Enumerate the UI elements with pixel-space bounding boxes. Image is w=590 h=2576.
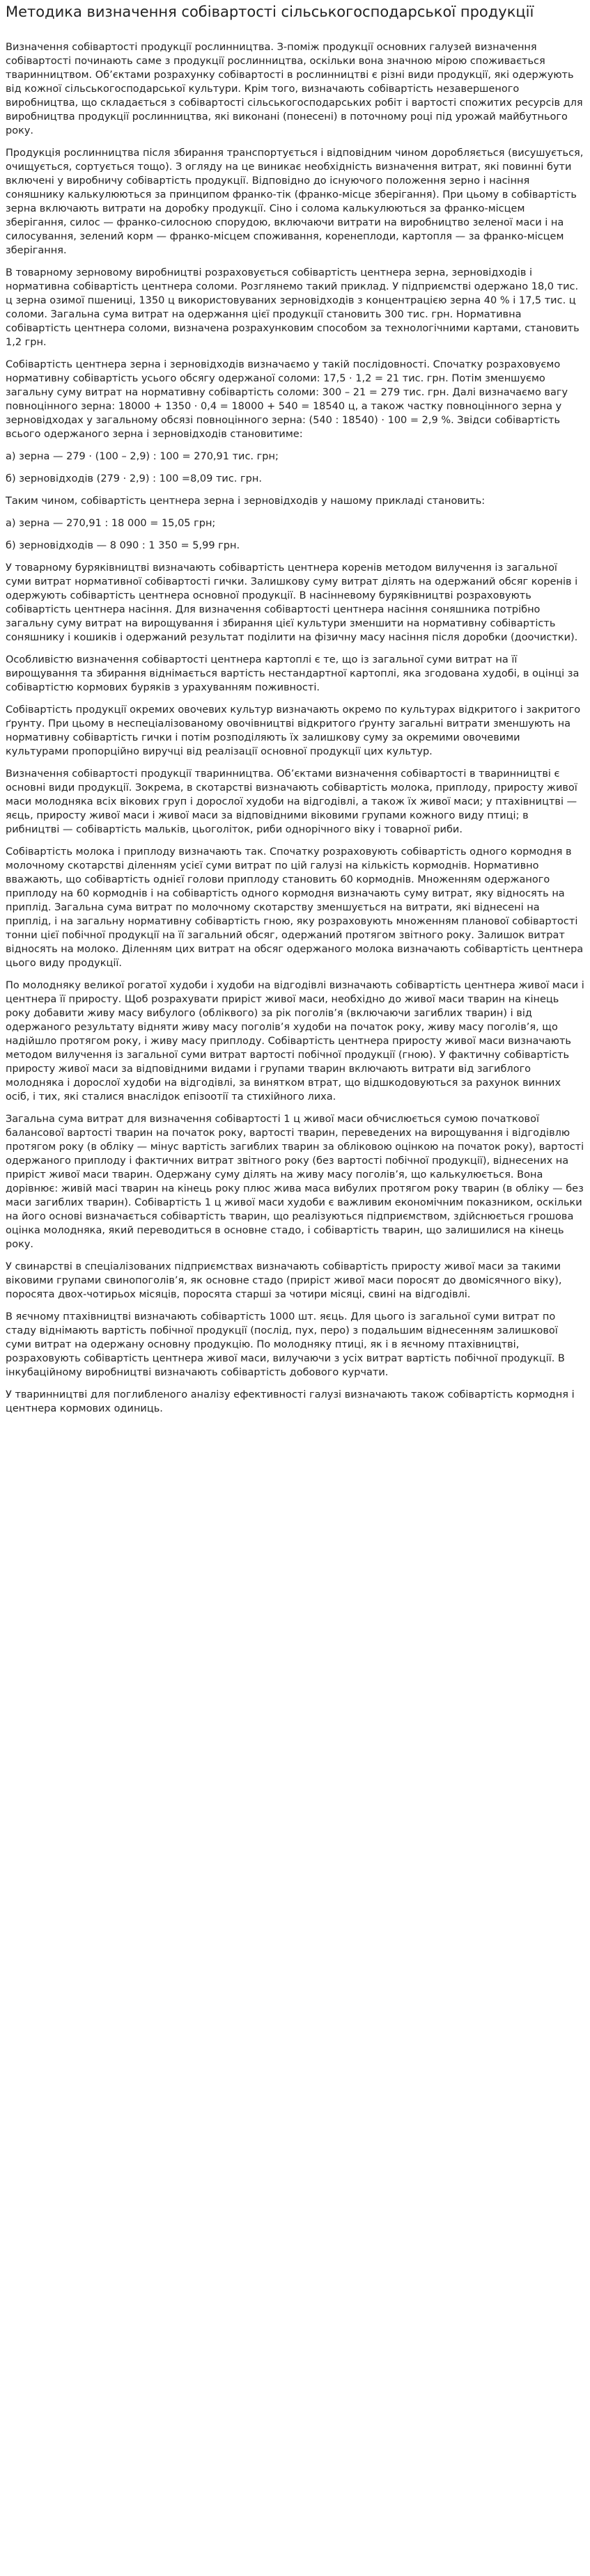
paragraph: В яєчному птахівництві визначають собівартість 1000 шт. яєць. Для цього із загальної суми витрат по стаду віднімають вартість побічної продукції (послід, пух, перо) з подальшим віднесенням залишкової суми витрат на одержану основну продукцію. По молодняку птиці, як і в яєчному птахівництві, розраховують собівартість центнера живої маси, вилучаючи з усіх витрат вартість побічної продукції. В інкубаційному виробництві визначають собівартість добового курчати. <box>6 1311 565 1378</box>
paragraph: Собівартість продукції окремих овочевих культур визначають окремо по культурах відкритого і закритого ґрунту. При цьому в неспеціалізованому овочівництві відкритого ґрунту загальні витрати зменшують на нормативну собівартість гички і потім розподіляють їх залишкову суму за окремими овочевими культурами пропорційно виручці від реалізації основної продукції цих культур. <box>6 704 581 757</box>
paragraph: Загальна сума витрат для визначення собівартості 1 ц живої маси обчислюється сумою початкової балансової вартості тварин на початок року, вартості тварин, переведених на вирощування і відгодівлю протягом року (в обліку — мінус вартість загиблих тварин за обліковою оцінкою на початок року), вартості одержаного приплоду і фактичних витрат звітного року (без вартості побічної продукції), віднесених на приріст живої маси тварин. Одержану суму ділять на живу масу поголів’я, що калькулюється. Вона дорівнює: живій масі тварин на кінець року плюс жива маса вибулих протягом року тварин (в обліку — без маси загиблих тварин). Собівартість 1 ц живої маси худоби є важливим економічним показником, оскільки на його основі визначається собівартість тварин, що реалізуються підприємством, здійснюється грошова оцінка молодняка, який переводиться в основне стадо, і собівартість тварин, що залишилися на кінець року. <box>6 1114 584 1250</box>
paragraph: Собівартість центнера зерна і зерновідходів визначаємо у такій послідовності. Спочатку розраховуємо нормативну собівартість усього обсягу одержаної соломи: 17,5 · 1,2 = 21 тис. грн. Потім зменшуємо загальну суму витрат на нормативну собівартість соломи: 300 – 21 = 279 тис. грн. Далі визначаємо вагу повноцінного зерна: 18000 + 1350 · 0,4 = 18000 + 540 = 18540 ц, а також частку повноцінного зерна у зерновідходах у загальному обсязі повноцінного зерна: (540 : 18540) · 100 = 2,9 %. Звідси собівартість всього одержаного зерна і зерновідходів становитиме: <box>6 359 568 440</box>
paragraph: Особливістю визначення собівартості центнера картоплі є те, що із загальної суми витрат на її вирощування та збирання віднімається вартість нестандартної картоплі, яка згодована худобі, в оцінці за собівартістю кормових буряків з урахуванням поживності. <box>6 654 580 693</box>
paragraph: а) зерна — 270,91 : 18 000 = 15,05 грн; <box>6 518 216 529</box>
paragraph: б) зерновідходів (279 · 2,9) : 100 =8,09 тис. грн. <box>6 473 262 484</box>
paragraph: Продукція рослинництва після збирання транспортується і відповідним чином доробляється (висушується, очищується, сортується тощо). З огляду на це виникає необхідність визначення витрат, які повинні бути включені у виробничу собівартість продукції. Відповідно до існуючого положення зерно і насіння соняшнику калькулюються за принципом франко-тік (франко-місце зберігання). При цьому в собівартість зерна включають витрати на доробку продукції. Сіно і солома калькулюються за франко-місцем зберігання, силос — франко-силосною спорудою, включаючи витрати на виробництво зеленої маси і на силосування, зелений корм — франко-місцем споживання, коренеплоди, картопля — за франко-місцем зберігання. <box>6 148 584 256</box>
page-title: Методика визначення собівартості сільськогосподарської продукції <box>6 3 534 20</box>
article-body <box>6 40 584 1416</box>
paragraph: Собівартість молока і приплоду визначають так. Спочатку розраховують собівартість одного кормодня в молочному скотарстві діленням усієї суми витрат по цій галузі на кількість кормоднів. Нормативно вважають, що собівартість однієї голови приплоду становить 60 кормоднів. Множенням одержаного приплоду на 60 кормоднів і на собівартість одного кормодня визначають суму витрат, яку відносять на приплід. Загальна сума витрат по молочному скотарству зменшується на витрати, які віднесені на приплід, і на загальну нормативну собівартість гною, яку розраховують множенням планової собівартості тонни цієї побічної продукції на її загальний обсяг, одержаний протягом звітного року. Залишок витрат відносять на молоко. Діленням цих витрат на обсяг одержаного молока визначають собівартість центнера цього виду продукції. <box>6 846 584 969</box>
paragraph: Таким чином, собівартість центнера зерна і зерновідходів у нашому прикладі становить: <box>6 496 486 507</box>
paragraph: У свинарстві в спеціалізованих підприємствах визначають собівартість приросту живої маси за такими віковими групами свинопоголів’я, як основне стадо (приріст живої маси поросят до двомісячного віку), поросята двох-чотирьох місяців, поросята старші за чотири місяці, свині на відгодівлі. <box>6 1261 562 1300</box>
paragraph: У товарному буряківництві визначають собівартість центнера коренів методом вилучення із загальної суми витрат нормативної собівартості гички. Залишкову суму витрат ділять на одержаний обсяг коренів і одержують собівартість центнера основної продукції. В насінневому буряківництві розраховують собівартість центнера насіння. Для визначення собівартості центнера насіння соняшника потрібно загальну суму витрат на вирощування і збирання цієї культури зменшити на нормативну собівартість соняшнику і кошиків і одержаний результат поділити на фізичну масу насіння після доробки (доочистки). <box>6 562 578 643</box>
paragraph: а) зерна — 279 · (100 – 2,9) : 100 = 270,91 тис. грн; <box>6 451 279 462</box>
paragraph: б) зерновідходів — 8 090 : 1 350 = 5,99 грн. <box>6 540 240 551</box>
paragraph: У тваринництві для поглибленого аналізу ефективності галузі визначають також собівартість кормодня і центнера кормових одиниць. <box>6 1389 575 1414</box>
paragraph: По молодняку великої рогатої худоби і худоби на відгодівлі визначають собівартість центнера живої маси і центнера її приросту. Щоб розрахувати приріст живої маси, необхідно до живої маси тварин на кінець року добавити живу масу вибулого (обліквого) за рік поголів’я (включаючи загиблих тварин) і від одержаного результату відняти живу масу поголів’я худоби на початок року, живу масу поголів’я, що надійшло протягом року, і живу масу приплоду. Собівартість центнера приросту живої маси визначають методом вилучення із загальної суми витрат вартості побічної продукції (гною). У фактичну собівартість приросту живої маси за відповідними видами і групами тварин включають витрати від загиблого молодняка і дорослої худоби на відгодівлі, за винятком втрат, що відшкодовуються за рахунок винних осіб, і тих, які сталися внаслідок епізоотії та стихійного лиха. <box>6 980 584 1103</box>
paragraph: В товарному зерновому виробництві розраховується собівартість центнера зерна, зерновідходів і нормативна собівартість центнера соломи. Розглянемо такий приклад. У підприємстві одержано 18,0 тис. ц зерна озимої пшениці, 1350 ц використовуваних зерновідходів з концентрацією зерна 40 % і 17,5 тис. ц соломи. Загальна сума витрат на одержання цієї продукції становить 300 тис. грн. Нормативна собівартість центнера соломи, визначена розрахунковим способом за технологічними картами, становить 1,2 грн. <box>6 267 580 348</box>
paragraph: Визначення собівартості продукції рослинництва. З-поміж продукції основних галузей визначення собівартості починають саме з продукції рослинництва, оскільки вона значною мірою споживається тваринництвом. Об’єктами розрахунку собівартості в рослинництві є різні види продукції, які одержують від кожної сільськогосподарської культури. Крім того, визначають собівартість незавершеного виробництва, що складається з собівартості сільськогосподарських робіт і вартості спожитих ресурсів для виробництва продукції рослинництва, які виконані (понесені) в поточному році під урожай майбутнього року. <box>6 42 583 136</box>
paragraph: Визначення собівартості продукції тваринництва. Об’єктами визначення собівартості в тваринництві є основні види продукції. Зокрема, в скотарстві визначають собівартість молока, приплоду, приросту живої маси молодняка всіх вікових груп і дорослої худоби на відгодівлі, а також їх живої маси; у птахівництві — яєць, приросту живої маси і живої маси за відповідними віковими групами кожного виду птиці; в рибництві — собівартість мальків, цьоголіток, риби однорічного віку і товарної риби. <box>6 768 577 835</box>
